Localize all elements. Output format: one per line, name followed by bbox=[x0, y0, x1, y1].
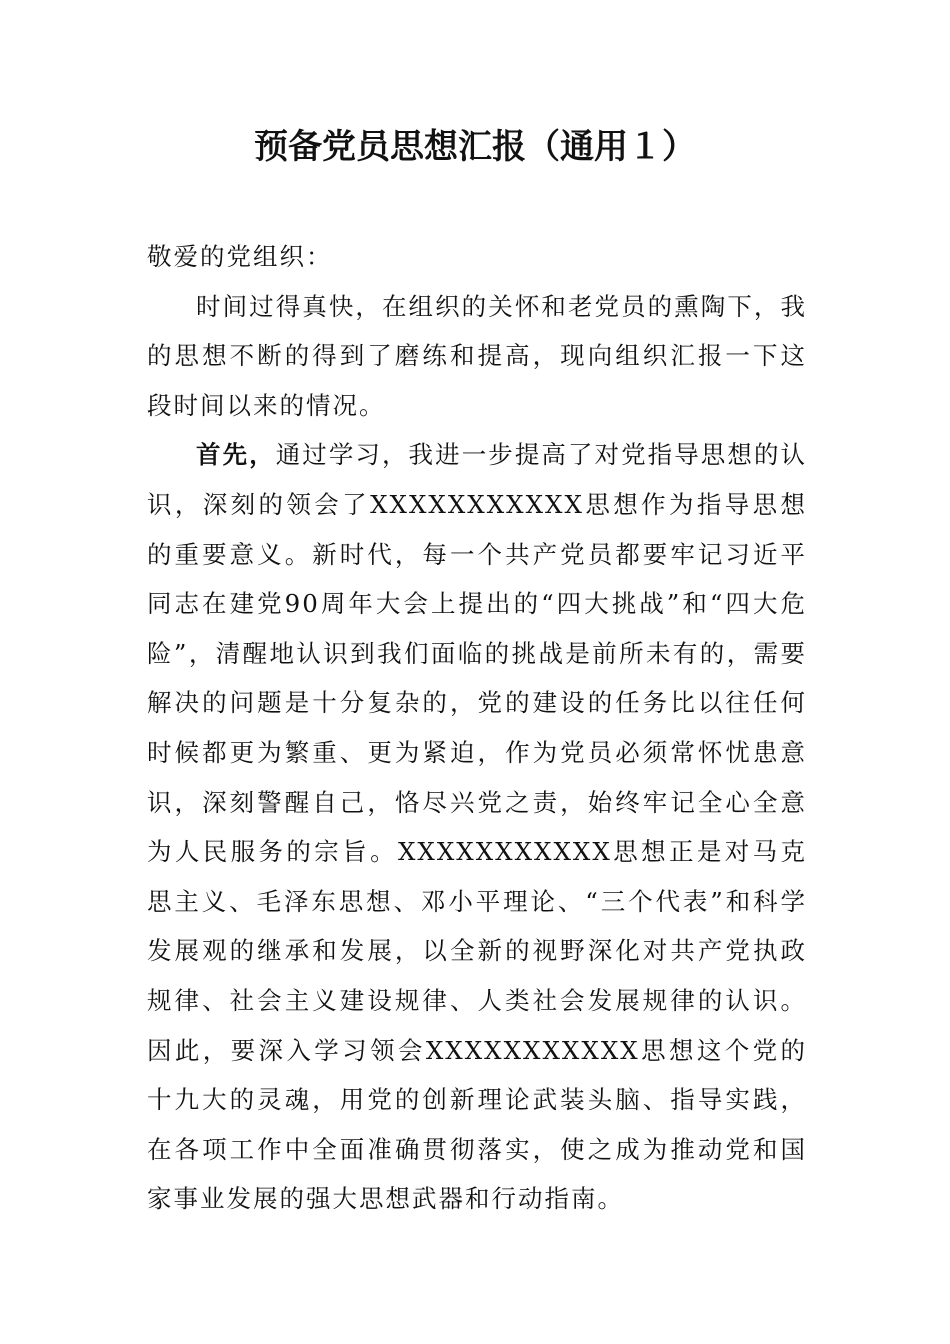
paragraph-1: 时间过得真快，在组织的关怀和老党员的熏陶下，我的思想不断的得到了磨练和提高，现向组织汇报一下这段时间以来的情况。 bbox=[147, 291, 807, 420]
paragraph-2-lead: 首先， bbox=[196, 440, 276, 470]
paragraph-2-text: 通过学习，我进一步提高了对党指导思想的认识，深刻的领会了XXXXXXXXXXX思想作为指导思想的重要意义。新时代，每一个共产党员都要牢记习近平同志在建党90周年大会上提出的“四大挑战”和“四大危险”，清醒地认识到我们面临的挑战是前所未有的，需要解决的问题是十分复杂的，党的建设的任务比以往任何时候都更为繁重、更为紧迫，作为党员必须常怀忧患意识，深刻警醒自己，恪尽兴党之责，始终牢记全心全意为人民服务的宗旨。XXXXXXXXXXX思想正是对马克思主义、毛泽东思想、邓小平理论、“三个代表”和科学发展观的继承和发展，以全新的视野深化对共产党执政规律、社会主义建设规律、人类社会发展规律的认识。因此，要深入学习领会XXXXXXXXXXX思想这个党的十九大的灵魂，用党的创新理论武装头脑、指导实践，在各项工作中全面准确贯彻落实，使之成为推动党和国家事业发展的强大思想武器和行动指南。 bbox=[147, 440, 808, 1214]
document-title: 预备党员思想汇报（通用１） bbox=[254, 127, 696, 167]
document-body bbox=[147, 232, 807, 1224]
greeting-line: 敬爱的党组织： bbox=[147, 242, 333, 271]
paragraph-2 bbox=[147, 430, 807, 1224]
